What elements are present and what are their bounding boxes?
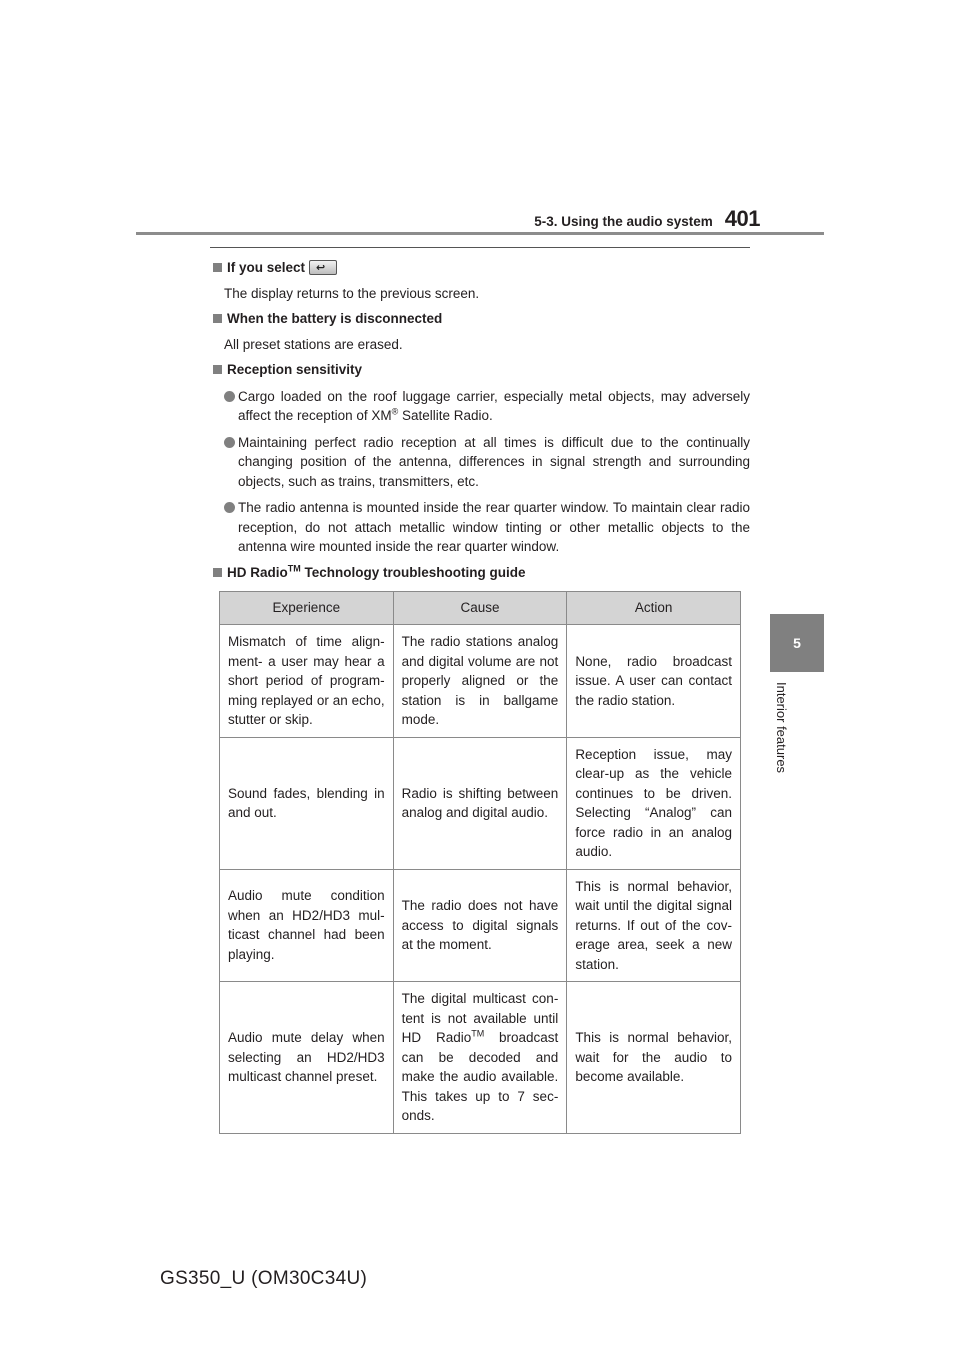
column-header: Action (567, 592, 741, 625)
section-text: All preset stations are erased. (224, 336, 403, 352)
column-header: Cause (393, 592, 567, 625)
bullet-item (224, 387, 750, 426)
header-section-title: 5-3. Using the audio system (534, 214, 713, 229)
table-row (220, 982, 741, 1134)
bullet-text: Maintaining perfect radio reception at all times is difficult due to the continually changing position of the antenna, differences in signal strength and surrounding objects, such as trains, transmitters, etc. (238, 434, 750, 489)
document-footer: GS350_U (OM30C34U) (160, 1268, 368, 1289)
back-return-icon: ↩ (309, 260, 337, 275)
section-heading-select (210, 258, 750, 278)
chapter-tab: 5 (770, 614, 824, 672)
table-cell-experience: Audio mute condition when an HD2/HD3 mul-ticast channel had been playing. (220, 869, 394, 982)
page-number: 401 (724, 206, 760, 231)
section-title: HD Radio™ Technology troubleshooting guide (227, 563, 526, 580)
troubleshooting-table (219, 591, 741, 1134)
table-cell-experience: Audio mute delay when selecting an HD2/HD3 multicast channel preset. (220, 982, 394, 1134)
table-cell-cause: The digital multicast con-tent is not available until HD Radio™ broadcast can be decoded and make the audio available. This takes up to 7 sec-onds. (393, 982, 567, 1134)
table-cell-experience: Mismatch of time align-ment- a user may hear a short period of program-ming replayed or an echo, stutter or skip. (220, 625, 394, 738)
square-bullet-icon (213, 568, 222, 577)
table-cell-action: This is normal behavior, wait until the digital signal returns. If out of the cov-erage area, seek a new station. (567, 869, 741, 982)
table-cell-action: This is normal behavior, wait for the audio to become available. (567, 982, 741, 1134)
table-row (220, 869, 741, 982)
square-bullet-icon (213, 365, 222, 374)
table-cell-action: Reception issue, may clear-up as the vehicle continues to be driven. Selecting “Analog” can force radio in an analog audio. (567, 737, 741, 869)
round-bullet-icon (224, 391, 235, 402)
column-header: Experience (220, 592, 394, 625)
table-cell-cause: The radio does not have access to digital signals at the moment. (393, 869, 567, 982)
section-title: Reception sensitivity (227, 362, 363, 377)
round-bullet-icon (224, 437, 235, 448)
table-cell-cause: Radio is shifting between analog and digital audio. (393, 737, 567, 869)
chapter-label: Interior features (774, 682, 789, 774)
bullet-text: Cargo loaded on the roof luggage carrier, especially metal objects, may adversely affect the reception of XM® Satellite Radio. (238, 388, 750, 423)
table-row (220, 737, 741, 869)
table-header-row (220, 592, 741, 625)
section-text: The display returns to the previous screen. (224, 285, 480, 301)
section-heading-battery (210, 309, 750, 329)
table-cell-action: None, radio broadcast issue. A user can contact the radio station. (567, 625, 741, 738)
page-header (480, 202, 760, 232)
content-rule (210, 247, 750, 248)
table-row (220, 625, 741, 738)
page-content (210, 258, 750, 582)
bullet-item (224, 498, 750, 557)
section-heading-reception (210, 360, 750, 380)
square-bullet-icon (213, 314, 222, 323)
table-cell-cause: The radio stations analog and digital volume are not properly aligned or the station is in ballgame mode. (393, 625, 567, 738)
bullet-text: The radio antenna is mounted inside the rear quarter window. To maintain clear radio reception, do not attach metallic window tinting or other metallic objects to the antenna wire mounted inside the rear quarter window. (238, 500, 750, 554)
section-title: If you select (227, 260, 306, 275)
round-bullet-icon (224, 502, 235, 513)
section-title: When the battery is disconnected (227, 311, 443, 326)
section-heading-hd-radio (210, 563, 750, 583)
header-rule (136, 232, 824, 235)
square-bullet-icon (213, 263, 222, 272)
bullet-item (224, 433, 750, 492)
table-cell-experience: Sound fades, blending in and out. (220, 737, 394, 869)
